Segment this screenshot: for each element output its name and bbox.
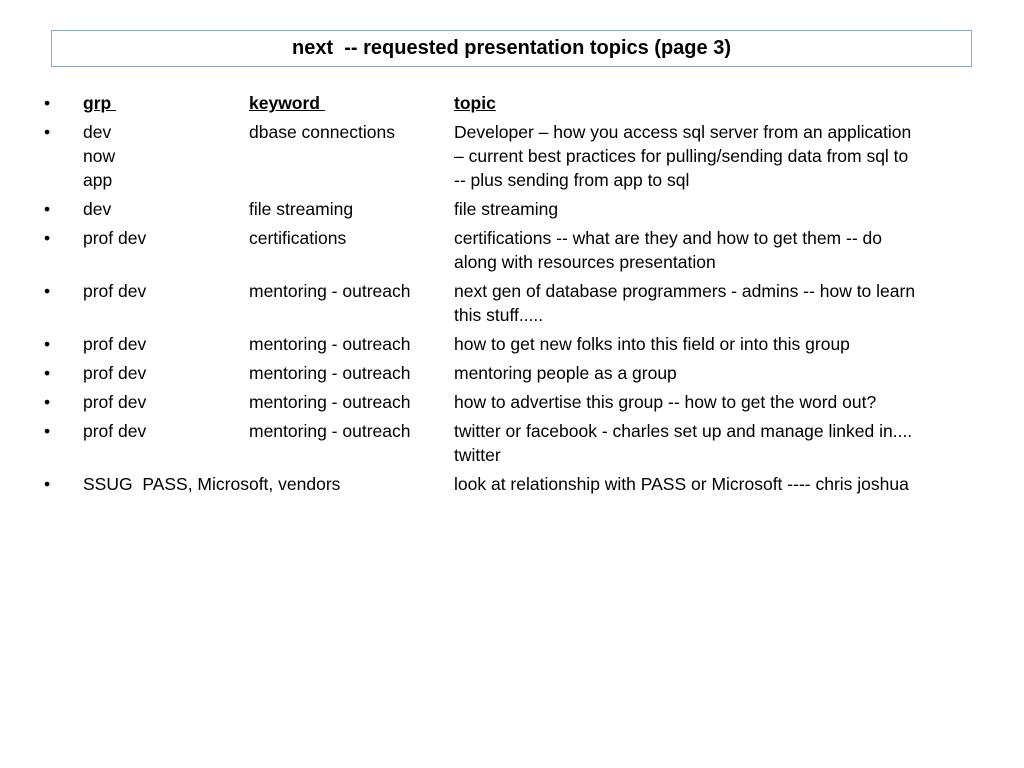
topics-list (0, 91, 1024, 501)
bullet-icon: • (44, 281, 51, 301)
row-grp (83, 120, 115, 192)
list-item (0, 226, 1024, 274)
row-topic (454, 226, 984, 274)
row-grp-line: prof dev (83, 228, 147, 248)
slide-title-box (51, 30, 972, 67)
row-keyword: mentoring - outreach (249, 363, 411, 383)
row-topic-line: twitter (454, 445, 501, 465)
row-topic-line: -- plus sending from app to sql (454, 170, 690, 190)
bullet-icon: • (44, 363, 51, 383)
row-topic-line: Developer – how you access sql server from an application (454, 122, 912, 142)
list-item (0, 120, 1024, 192)
bullet-icon: • (44, 228, 51, 248)
list-item (0, 419, 1024, 467)
bullet-icon: • (44, 122, 51, 142)
list-item (0, 332, 1024, 356)
header-keyword: keyword (249, 93, 325, 113)
list-item (0, 279, 1024, 327)
row-topic (454, 390, 984, 414)
row-grp (83, 419, 146, 443)
row-grp (83, 390, 146, 414)
row-topic-line: mentoring people as a group (454, 363, 677, 383)
row-keyword: dbase connections (249, 122, 395, 142)
row-keyword: mentoring - outreach (249, 334, 411, 354)
row-topic-line: – current best practices for pulling/sending data from sql to (454, 146, 909, 166)
bullet-icon: • (44, 392, 51, 412)
row-keyword: mentoring - outreach (249, 281, 411, 301)
row-topic (454, 361, 984, 385)
row-grp (83, 197, 111, 221)
row-topic-line: file streaming (454, 199, 559, 219)
row-topic (454, 419, 984, 467)
row-topic-line: this stuff..... (454, 305, 544, 325)
bullet-icon: • (44, 334, 51, 354)
bullet-icon: • (44, 421, 51, 441)
row-grp-line: SSUG PASS, Microsoft, vendors (83, 474, 341, 494)
row-topic-line: how to advertise this group -- how to get the word out? (454, 392, 877, 412)
list-item (0, 472, 1024, 496)
row-topic-line: along with resources presentation (454, 252, 716, 272)
row-topic (454, 332, 984, 356)
row-keyword: mentoring - outreach (249, 421, 411, 441)
row-topic-line: how to get new folks into this field or into this group (454, 334, 850, 354)
bullet-icon: • (44, 199, 51, 219)
list-item (0, 361, 1024, 385)
row-topic-line: look at relationship with PASS or Microsoft ---- chris joshua (454, 474, 909, 494)
row-grp-line: dev (83, 199, 112, 219)
row-grp (83, 472, 340, 496)
slide-title: next -- requested presentation topics (page 3) (292, 37, 731, 59)
header-grp: grp (83, 93, 117, 113)
row-topic-line: next gen of database programmers - admins -- how to learn (454, 281, 916, 301)
bullet-icon: • (44, 93, 51, 113)
row-keyword: mentoring - outreach (249, 392, 411, 412)
row-grp-line: app (83, 170, 113, 190)
row-topic (454, 279, 984, 327)
row-grp-line: prof dev (83, 392, 147, 412)
header-row (0, 91, 1024, 115)
row-keyword: file streaming (249, 199, 354, 219)
bullet-icon: • (44, 474, 51, 494)
row-grp (83, 279, 146, 303)
row-grp (83, 361, 146, 385)
row-grp-line: prof dev (83, 281, 147, 301)
row-grp-line: prof dev (83, 363, 147, 383)
row-keyword: certifications (249, 228, 347, 248)
row-grp-line: prof dev (83, 421, 147, 441)
header-topic: topic (454, 93, 496, 113)
row-grp-line: prof dev (83, 334, 147, 354)
row-grp (83, 226, 146, 250)
row-topic (454, 120, 984, 192)
row-grp-line: now (83, 146, 116, 166)
row-grp (83, 332, 146, 356)
row-topic (454, 472, 984, 496)
row-topic-line: twitter or facebook - charles set up and manage linked in.... (454, 421, 913, 441)
list-item (0, 390, 1024, 414)
row-topic (454, 197, 984, 221)
list-item (0, 197, 1024, 221)
row-topic-line: certifications -- what are they and how to get them -- do (454, 228, 882, 248)
row-grp-line: dev (83, 122, 112, 142)
